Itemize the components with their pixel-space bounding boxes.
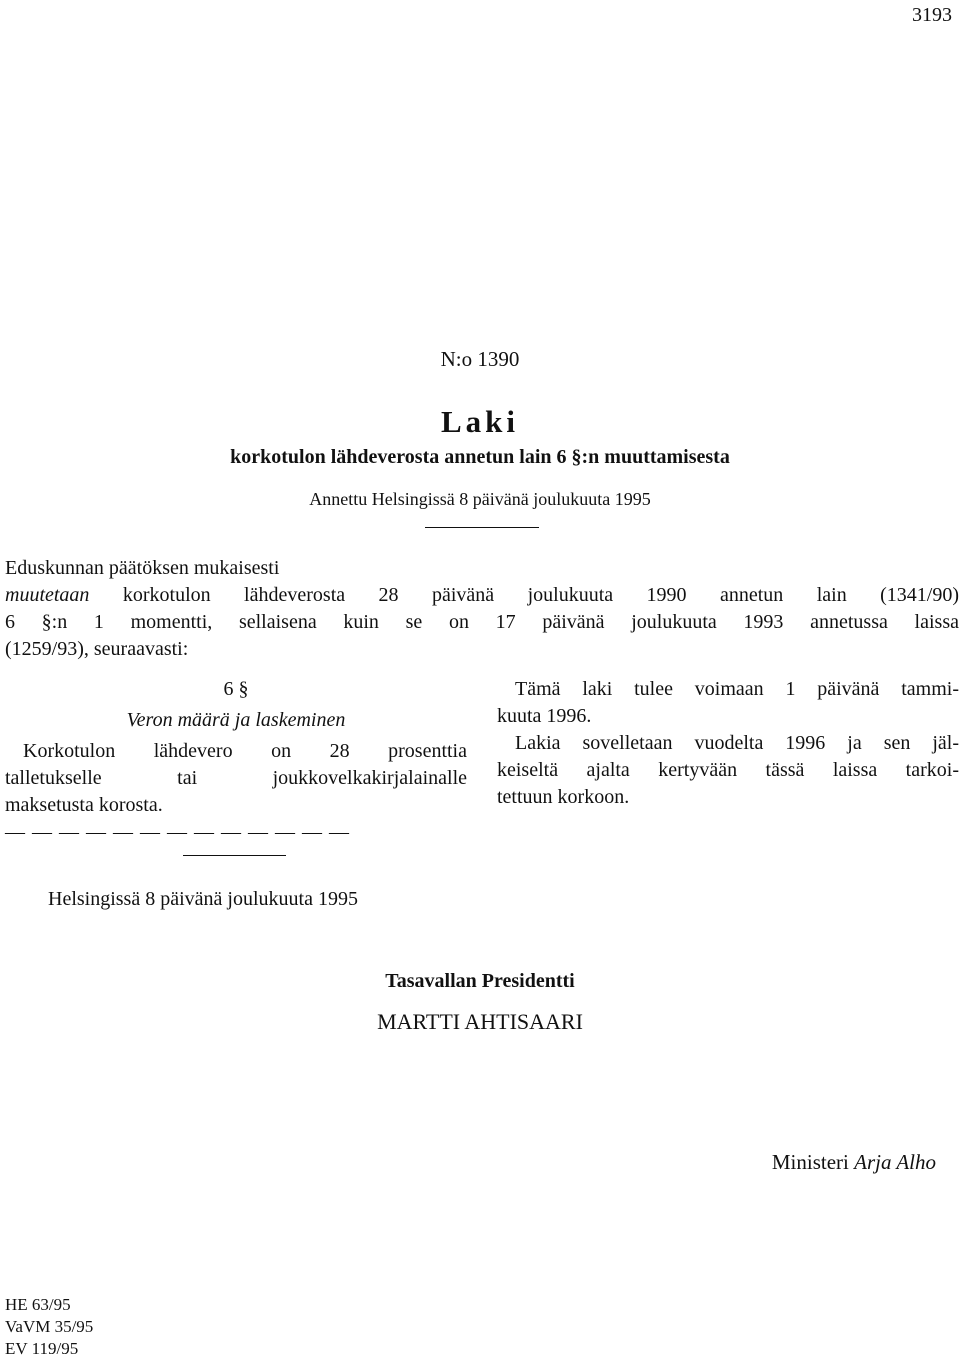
minister-signature [772, 1150, 936, 1175]
preamble-line: 6 §:n 1 momentti, sellaisena kuin se on 17 päivänä joulukuuta 1993 annetussa laissa [5, 611, 959, 633]
section-body-line: talletukselle tai joukkovelkakirjalainalle [5, 767, 467, 789]
signer-name: MARTTI AHTISAARI [377, 1009, 583, 1034]
force-line: Lakia sovelletaan vuodelta 1996 ja sen jäl- [515, 732, 959, 754]
section-number: 6 § [223, 678, 249, 700]
section-heading: Veron määrä ja laskeminen [126, 709, 346, 731]
preamble-line: (1259/93), seuraavasti: [5, 638, 189, 660]
force-line: tettuun korkoon. [497, 786, 630, 808]
preamble-line: Eduskunnan päätöksen mukaisesti [5, 557, 280, 579]
page-number: 3193 [912, 4, 952, 26]
section-body-line: Korkotulon lähdevero on 28 prosenttia [23, 740, 467, 762]
signer-title: Tasavallan Presidentti [385, 970, 575, 992]
preamble [5, 555, 959, 663]
reference-item: VaVM 35/95 [5, 1317, 94, 1336]
separator-rule [425, 527, 539, 528]
place-date: Helsingissä 8 päivänä joulukuuta 1995 [48, 888, 358, 910]
entry-into-force-column [497, 676, 959, 811]
preamble-amend-line [5, 582, 959, 609]
issued-line: Annettu Helsingissä 8 päivänä joulukuuta 1995 [309, 489, 651, 509]
section-column [5, 676, 467, 846]
force-line: Tämä laki tulee voimaan 1 päivänä tammi- [515, 678, 959, 700]
references [5, 1294, 93, 1360]
omission-dashes: — — — — — — — — — — — — — [5, 821, 350, 843]
reference-item: HE 63/95 [5, 1295, 71, 1314]
section-body-line: maksetusta korosta. [5, 794, 163, 816]
force-line: keiseltä ajalta kertyvään tässä laissa tarkoi- [497, 759, 959, 781]
minister-label: Ministeri [771, 1150, 849, 1174]
amend-word: muutetaan [5, 584, 90, 606]
separator-rule [183, 855, 286, 856]
statute-number: N:o 1390 [440, 347, 520, 371]
reference-item: EV 119/95 [5, 1339, 79, 1358]
force-line: kuuta 1996. [497, 705, 592, 727]
document-subtitle: korkotulon lähdeverosta annetun lain 6 §:n muuttamisesta [230, 446, 730, 468]
document-title: Laki [440, 404, 520, 439]
minister-name: Arja Alho [854, 1150, 936, 1174]
preamble-line-rest: korkotulon lähdeverosta 28 päivänä joulukuuta 1990 annetun lain (1341/90) [89, 584, 959, 606]
